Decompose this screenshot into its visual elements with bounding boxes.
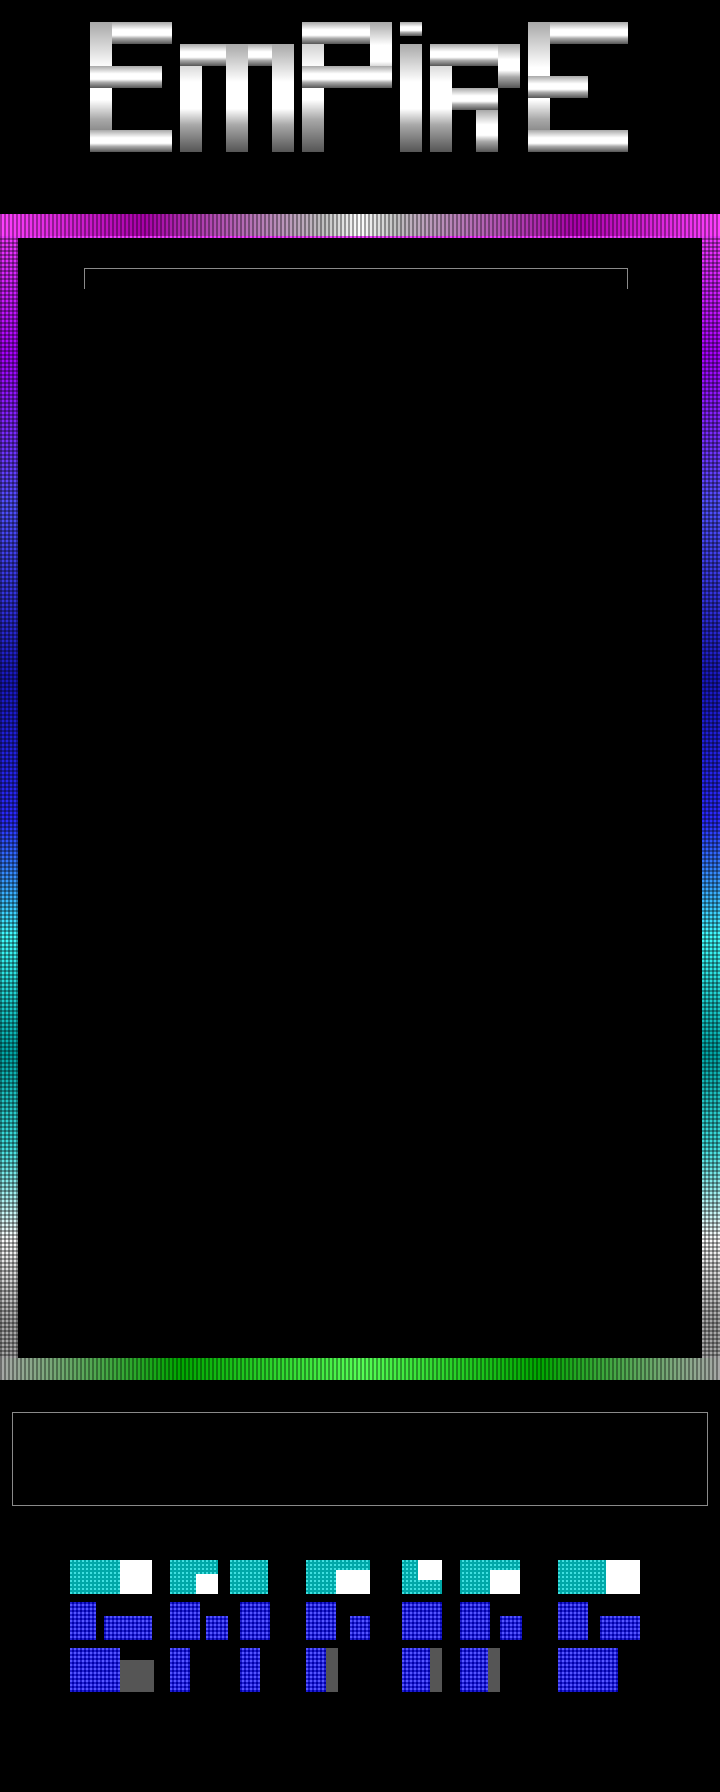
frame-top-bar [0,214,720,236]
empire-logo-top [0,0,720,210]
listing-line [0,281,720,300]
empire-logo-art [0,0,720,210]
info-box [12,1412,708,1506]
content-panel [18,238,702,1358]
frame-bottom-bar [0,1358,720,1380]
empire-logo-bottom [70,1560,650,1695]
